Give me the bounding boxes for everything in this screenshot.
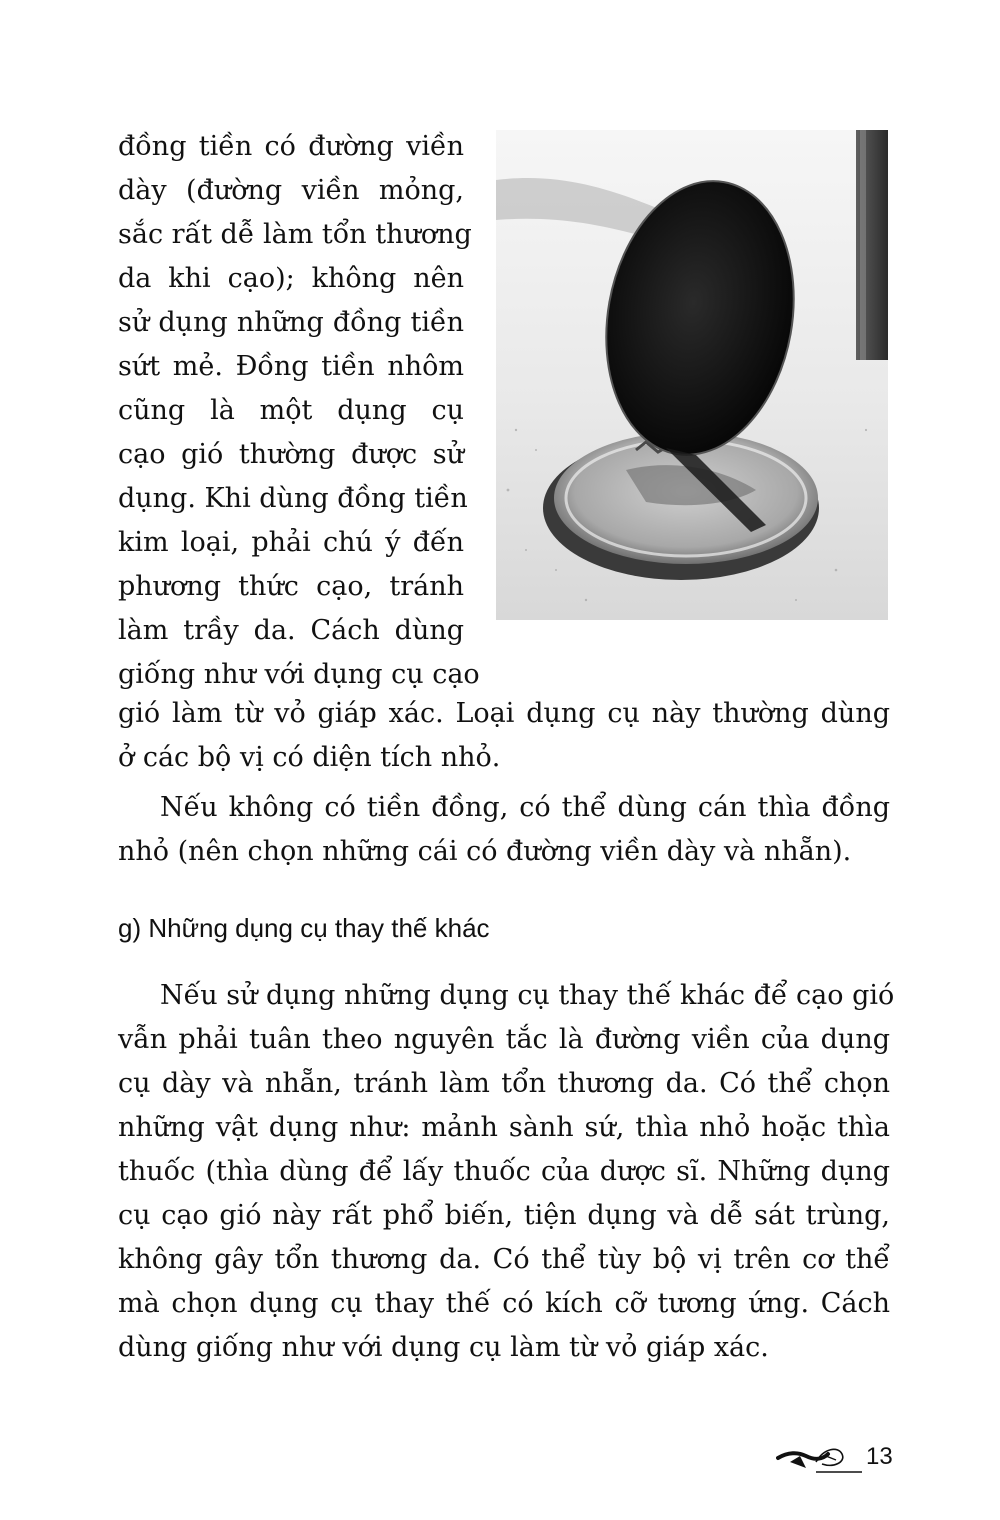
text-line: vẫn phải tuân theo nguyên tắc là đường viền của dụng: [118, 1024, 890, 1055]
text-line: Nếu sử dụng những dụng cụ thay thế khác để cạo gió: [160, 980, 895, 1011]
wrapped-line: phương thức cạo, tránh: [118, 571, 464, 602]
text-line: nhỏ (nên chọn những cái có đường viền dày và nhẵn).: [118, 836, 852, 867]
wrapped-line: đồng tiền có đường viền: [118, 131, 464, 162]
text-line: cụ cạo gió này rất phổ biến, tiện dụng và dễ sát trùng,: [118, 1200, 890, 1231]
page-number: 13: [866, 1443, 893, 1470]
wrapped-line: cạo gió thường được sử: [118, 439, 464, 470]
wrapped-line: da khi cạo); không nên: [118, 263, 464, 294]
wrapped-line: sứt mẻ. Đồng tiền nhôm: [118, 351, 464, 382]
text-line: không gây tổn thương da. Có thể tùy bộ vị trên cơ thể: [118, 1244, 890, 1275]
wrapped-line: kim loại, phải chú ý đến: [118, 527, 464, 558]
wrapped-line: cũng là một dụng cụ: [118, 395, 464, 426]
wrapped-line: giống như với dụng cụ cạo: [118, 659, 480, 690]
text-line: cụ dày và nhẵn, tránh làm tổn thương da. Có thể chọn: [118, 1068, 890, 1099]
wrapped-line: dày (đường viền mỏng,: [118, 175, 464, 206]
text-line: dùng giống như với dụng cụ làm từ vỏ giáp xác.: [118, 1332, 769, 1363]
wrapped-line: dụng. Khi dùng đồng tiền: [118, 483, 468, 514]
wrapped-line: sử dụng những đồng tiền: [118, 307, 464, 338]
text-line: thuốc (thìa dùng để lấy thuốc của dược sĩ. Những dụng: [118, 1156, 890, 1187]
section-heading: g) Những dụng cụ thay thế khác: [118, 913, 490, 943]
text-line: Nếu không có tiền đồng, có thể dùng cán thìa đồng: [160, 792, 890, 823]
text-line: những vật dụng như: mảnh sành sứ, thìa nhỏ hoặc thìa: [118, 1112, 890, 1143]
wrapped-line: sắc rất dễ làm tổn thương: [118, 219, 472, 250]
ornament-icon: [776, 1438, 862, 1478]
text-line: ở các bộ vị có diện tích nhỏ.: [118, 742, 501, 773]
coin-photo: [496, 130, 888, 620]
text-line: gió làm từ vỏ giáp xác. Loại dụng cụ này thường dùng: [118, 698, 890, 729]
text-line: mà chọn dụng cụ thay thế có kích cỡ tương ứng. Cách: [118, 1288, 890, 1319]
wrapped-line: làm trầy da. Cách dùng: [118, 615, 464, 646]
